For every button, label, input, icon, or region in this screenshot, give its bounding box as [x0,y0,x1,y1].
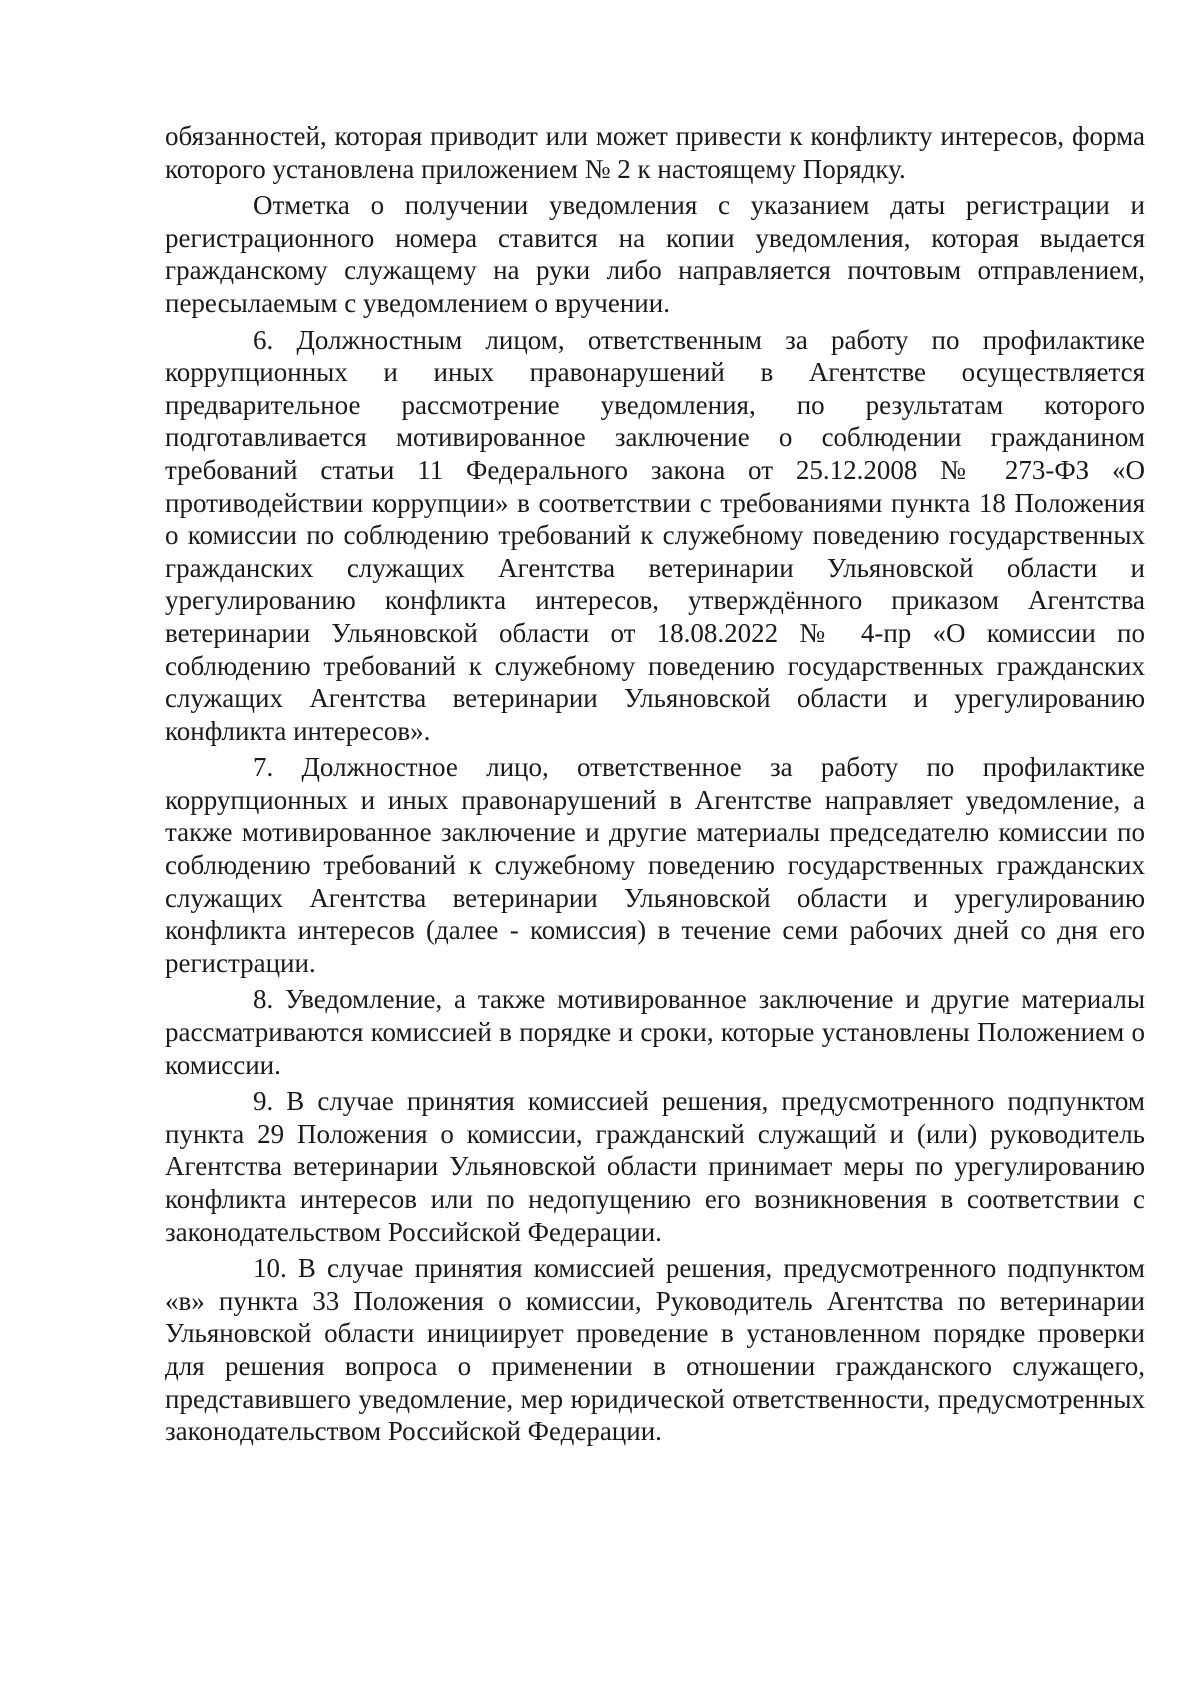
paragraph-10: 10. В случае принятия комиссией решения, предусмотренного подпунктом «в» пункта 33 Положения о комиссии, Руководитель Агентства по ветеринарии Ульяновской области инициирует проведение в установленном порядке проверки для решения вопроса о применении в отношении гражданского служащего, представившего уведомление, мер юридической ответственности, предусмотренных законодательством Российской Федерации. [165,1253,1145,1447]
paragraph-continuation: обязанностей, которая приводит или может привести к конфликту интересов, форма которого установлена приложением № 2 к настоящему Порядку. [165,121,1145,184]
paragraph-7: 7. Должностное лицо, ответственное за работу по профилактике коррупционных и иных правонарушений в Агентстве направляет уведомление, а также мотивированное заключение и другие материалы председателю комиссии по соблюдению требований к служебному поведению государственных гражданских служащих Агентства ветеринарии Ульяновской области и урегулированию конфликта интересов (далее - комиссия) в течение семи рабочих дней со дня его регистрации. [165,752,1145,978]
paragraph-9: 9. В случае принятия комиссией решения, предусмотренного подпунктом пункта 29 Положения о комиссии, гражданский служащий и (или) руководитель Агентства ветеринарии Ульяновской области принимает меры по урегулированию конфликта интересов или по недопущению его возникновения в соответствии с законодательством Российской Федерации. [165,1086,1145,1247]
paragraph-8: 8. Уведомление, а также мотивированное заключение и другие материалы рассматриваются комиссией в порядке и сроки, которые установлены Положением о комиссии. [165,984,1145,1080]
paragraph-6: 6. Должностным лицом, ответственным за работу по профилактике коррупционных и иных правонарушений в Агентстве осуществляется предварительное рассмотрение уведомления, по результатам которого подготавливается мотивированное заключение о соблюдении гражданином требований статьи 11 Федерального закона от 25.12.2008 № 273-ФЗ «О противодействии коррупции» в соответствии с требованиями пункта 18 Положения о комиссии по соблюдению требований к служебному поведению государственных гражданских служащих Агентства ветеринарии Ульяновской области и урегулированию конфликта интересов, утверждённого приказом Агентства ветеринарии Ульяновской области от 18.08.2022 № 4-пр «О комиссии по соблюдению требований к служебному поведению государственных гражданских служащих Агентства ветеринарии Ульяновской области и урегулированию конфликта интересов». [165,324,1145,746]
document-body [165,120,1145,1452]
paragraph-notice-mark: Отметка о получении уведомления с указанием даты регистрации и регистрационного номера ставится на копии уведомления, которая выдается гражданскому служащему на руки либо направляется почтовым отправлением, пересылаемым с уведомлением о вручении. [165,190,1145,318]
